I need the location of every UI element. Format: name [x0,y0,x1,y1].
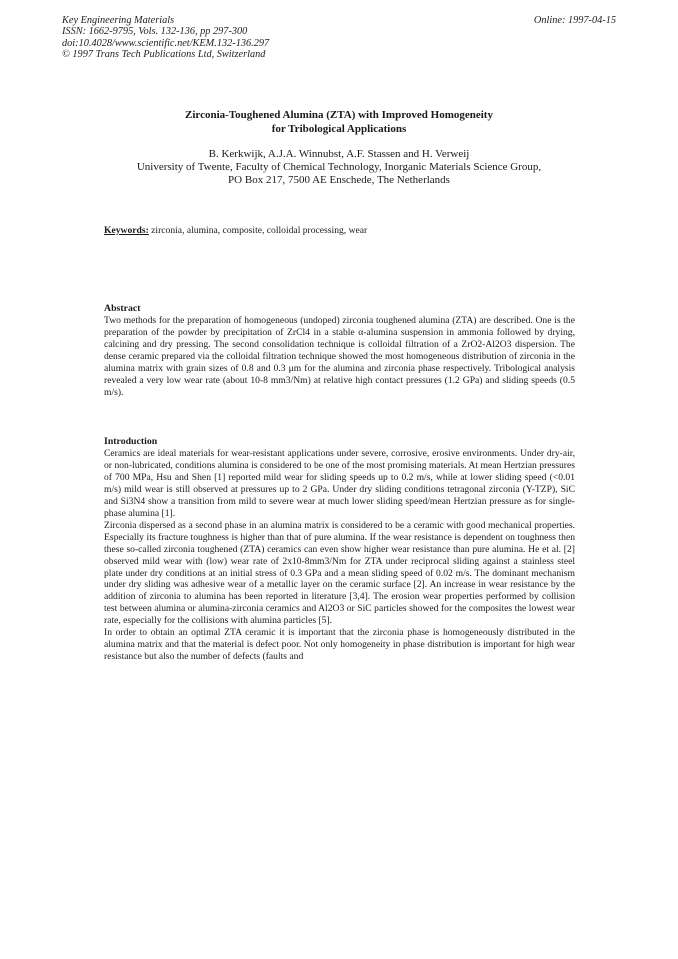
intro-paragraph-2: Zirconia dispersed as a second phase in an alumina matrix is considered to be a ceramic with good mechanical properties. Especially its fracture toughness is higher than that of pure alumina. If the wear resistance is dependent on toughness then these so-called zirconia toughened (ZTA) ceramics can even show higher wear resistance than pure alumina. He et al. [2] observed mild wear with (low) wear rate of 2x10-8mm3/Nm for ZTA under reciprocal sliding against a stainless steel plate under dry conditions at an initial stress of 0.3 GPa and a mean sliding speed of 0.02 m/s. The dominant mechanism under dry sliding was adhesive wear of a metallic layer on the ceramic surface [2]. An increase in wear resistance by the addition of zirconia to alumina has been reported in literature [3,4]. The erosion wear properties performed by collision test between alumina or alumina-zirconia ceramics and Al2O3 or SiC particles showed for the composites the lowest wear rate, especially for the collisions with alumina particles [5]. [104,519,575,627]
title-line-2: for Tribological Applications [271,122,407,135]
author-block [0,148,678,188]
abstract-heading: Abstract [104,303,141,314]
journal-header [62,15,269,61]
paper-title [0,109,678,136]
issn-line: ISSN: 1662-9795, Vols. 132-136, pp 297-300 [62,26,248,38]
intro-paragraph-1: Ceramics are ideal materials for wear-resistant applications under severe, corrosive, erosive environments. Under dry-air, or non-lubricated, conditions alumina is considered to be one of the most promising materials. At mean Hertzian pressures of 700 MPa, Hsu and Shen [1] reported mild wear for sliding speeds up to 0.2 m/s, while at lower sliding speed (<0.01 m/s) mild wear is still observed at pressures up to 2 GPa. Under dry sliding conditions tetragonal zirconia (Y-TZP), SiC and Si3N4 show a transition from mild to severe wear at much lower sliding speed/mean Hertzian pressure as for single-phase alumina [1]. [104,448,575,519]
author-names: B. Kerkwijk, A.J.A. Winnubst, A.F. Stassen and H. Verweij [208,148,470,160]
keywords-label: Keywords: [104,225,149,236]
journal-name: Key Engineering Materials [62,15,175,26]
title-line-1: Zirconia-Toughened Alumina (ZTA) with Improved Homogeneity [185,109,493,121]
affiliation-line-1: University of Twente, Faculty of Chemical Technology, Inorganic Materials Science Group, [136,161,542,174]
introduction-heading: Introduction [104,436,158,447]
online-date: Online: 1997-04-15 [533,15,616,26]
abstract-section [104,303,575,399]
copyright-line: © 1997 Trans Tech Publications Ltd, Switzerland [62,49,266,61]
doi-line[interactable]: doi:10.4028/www.scientific.net/KEM.132-136.297 [62,37,270,49]
keywords-text: zirconia, alumina, composite, colloidal processing, wear [148,225,368,236]
introduction-section [104,436,575,663]
keywords-line [104,225,367,236]
abstract-text: Two methods for the preparation of homogeneous (undoped) zirconia toughened alumina (ZTA) are described. One is the preparation of the powder by precipitation of ZrCl4 in a stable α-alumina suspension in ammonia followed by drying, calcining and dry pressing. The second consolidation technique is colloidal filtration of a ZrO2-Al2O3 dispersion. The dense ceramic prepared via the colloidal filtration technique showed the most homogeneous distribution of zirconia in the alumina matrix with grain sizes of 0.8 and 0.3 μm for the alumina and zirconia phase respectively. Tribological analysis revealed a very low wear rate (about 10-8 mm3/Nm) at relative high contact pressures (1.2 GPa) and sliding speeds (0.5 m/s). [104,315,575,398]
intro-paragraph-3: In order to obtain an optimal ZTA ceramic it is important that the zirconia phase is homogeneously distributed in the alumina matrix and that the material is defect poor. Not only homogeneity in phase distribution is important for high wear resistance but also the number of defects (faults and [104,627,575,663]
affiliation-line-2: PO Box 217, 7500 AE Enschede, The Netherlands [228,174,450,187]
